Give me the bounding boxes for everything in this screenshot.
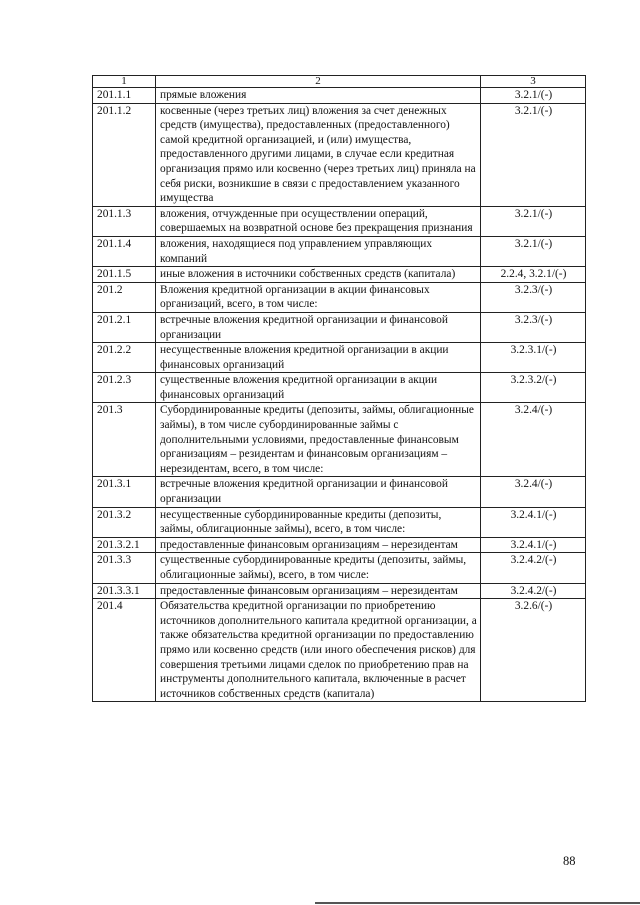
table-row [93,267,586,283]
table-row [93,537,586,553]
row-reference: 3.2.3.2/(-) [481,373,586,403]
row-code: 201.2.2 [93,343,156,373]
row-reference: 3.2.1/(-) [481,206,586,236]
row-code: 201.4 [93,599,156,702]
row-description: Субординированные кредиты (депозиты, займы, облигационные займы), в том числе субординированные займы с дополнительными условиями, предоставленные финансовым организациям – резидентам и финансовым организациям – нерезидентам, всего, в том числе: [156,403,481,477]
row-description: Вложения кредитной организации в акции финансовых организаций, всего, в том числе: [156,282,481,312]
row-reference: 3.2.3/(-) [481,282,586,312]
table-row [93,282,586,312]
row-code: 201.2 [93,282,156,312]
row-reference: 3.2.1/(-) [481,103,586,206]
table-row [93,312,586,342]
table-row [93,403,586,477]
row-code: 201.2.1 [93,312,156,342]
row-description: несущественные вложения кредитной организации в акции финансовых организаций [156,343,481,373]
scan-edge-line [315,902,640,904]
row-description: вложения, находящиеся под управлением управляющих компаний [156,236,481,266]
row-reference: 3.2.4.1/(-) [481,537,586,553]
row-code: 201.1.3 [93,206,156,236]
table-row [93,583,586,599]
row-reference: 3.2.6/(-) [481,599,586,702]
table-header-row [93,76,586,88]
row-description: предоставленные финансовым организациям – нерезидентам [156,583,481,599]
table-row [93,373,586,403]
row-description: несущественные субординированные кредиты (депозиты, займы, облигационные займы), всего, в том числе: [156,507,481,537]
row-code: 201.3.3.1 [93,583,156,599]
row-reference: 2.2.4, 3.2.1/(-) [481,267,586,283]
header-col-3: 3 [481,76,586,88]
row-code: 201.3.3 [93,553,156,583]
row-code: 201.3.2 [93,507,156,537]
row-reference: 3.2.4.2/(-) [481,553,586,583]
row-description: иные вложения в источники собственных средств (капитала) [156,267,481,283]
row-description: косвенные (через третьих лиц) вложения за счет денежных средств (имущества), предоставленных (предоставленного) самой кредитной организацией, и (или) имущества, предоставленного другими лицами, в случае если кредитная организация прямо или косвенно (через третьих лиц) приняла на себя риски, возникшие в связи с предоставлением указанного имущества [156,103,481,206]
row-code: 201.2.3 [93,373,156,403]
row-reference: 3.2.4/(-) [481,403,586,477]
table-row [93,88,586,104]
table-row [93,236,586,266]
table-row [93,343,586,373]
row-reference: 3.2.1/(-) [481,88,586,104]
row-reference: 3.2.4/(-) [481,477,586,507]
table-row [93,477,586,507]
row-code: 201.3.2.1 [93,537,156,553]
table-row [93,103,586,206]
row-reference: 3.2.1/(-) [481,236,586,266]
row-description: существенные субординированные кредиты (депозиты, займы, облигационные займы), всего, в том числе: [156,553,481,583]
row-code: 201.1.1 [93,88,156,104]
indicators-table [92,75,586,702]
table-row [93,599,586,702]
table-row [93,206,586,236]
row-code: 201.3 [93,403,156,477]
row-code: 201.3.1 [93,477,156,507]
row-code: 201.1.2 [93,103,156,206]
header-col-2: 2 [156,76,481,88]
row-reference: 3.2.3/(-) [481,312,586,342]
row-description: прямые вложения [156,88,481,104]
row-description: вложения, отчужденные при осуществлении операций, совершаемых на возвратной основе без прекращения признания [156,206,481,236]
row-description: встречные вложения кредитной организации и финансовой организации [156,312,481,342]
page-number: 88 [563,854,576,868]
row-reference: 3.2.4.1/(-) [481,507,586,537]
row-description: предоставленные финансовым организациям – нерезидентам [156,537,481,553]
row-description: встречные вложения кредитной организации и финансовой организации [156,477,481,507]
row-code: 201.1.4 [93,236,156,266]
row-description: существенные вложения кредитной организации в акции финансовых организаций [156,373,481,403]
row-description: Обязательства кредитной организации по приобретению источников дополнительного капитала кредитной организации, а также обязательства кредитной организации по предоставлению прямо или косвенно средств (или иного обеспечения рисков) для совершения третьими лицами сделок по приобретению прав на инструменты дополнительного капитала, включенные в расчет источников собственных средств (капитала) [156,599,481,702]
table-row [93,507,586,537]
row-code: 201.1.5 [93,267,156,283]
row-reference: 3.2.3.1/(-) [481,343,586,373]
row-reference: 3.2.4.2/(-) [481,583,586,599]
header-col-1: 1 [93,76,156,88]
table-row [93,553,586,583]
